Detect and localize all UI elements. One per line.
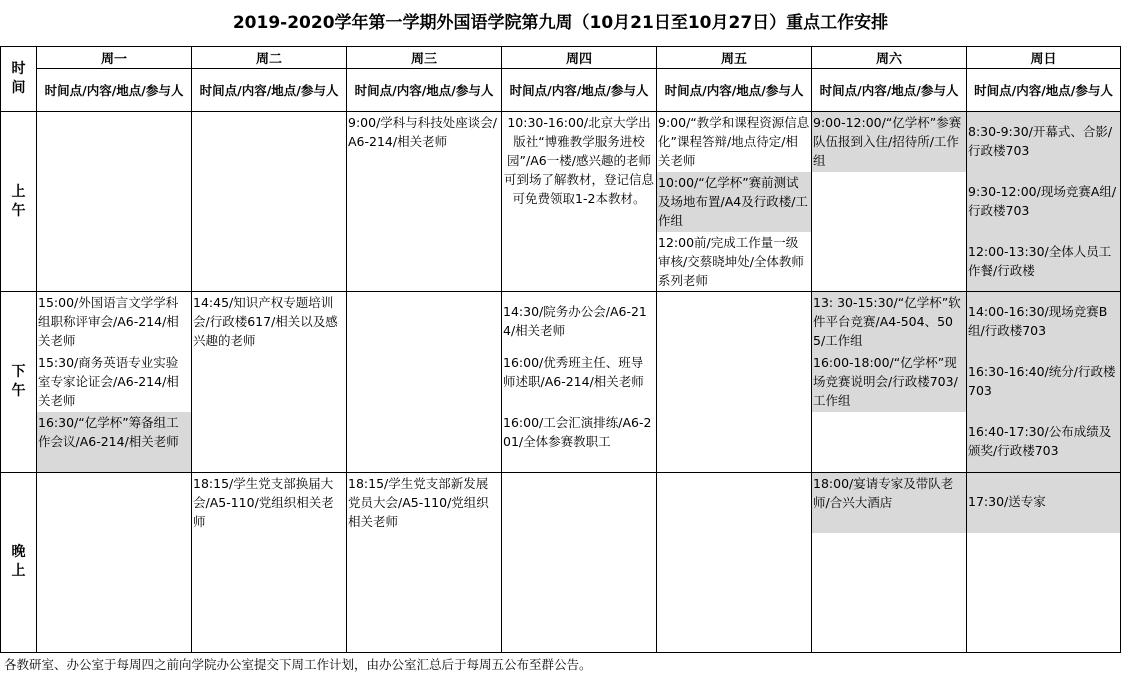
slot-wed-pm — [347, 292, 502, 472]
period-label: 下午 — [11, 364, 26, 400]
slot-mon-pm — [37, 292, 192, 472]
period-evening — [1, 472, 37, 652]
slot-sat-ev — [812, 472, 967, 652]
sub-header-mon: 时间点/内容/地点/参与人 — [37, 69, 192, 112]
slot-sun-ev — [967, 472, 1121, 652]
event-item: 10:00/“亿学杯”赛前测试及场地布置/A4及行政楼/工作组 — [657, 172, 811, 232]
day-header-sat: 周六 — [812, 47, 967, 69]
event-item: 15:00/外国语言文学学科组职称评审会/A6-214/相关老师 — [38, 295, 179, 349]
day-header-sun: 周日 — [967, 47, 1121, 69]
event-item: 16:00/工会汇演排练/A6-201/全体参赛教职工 — [503, 415, 652, 450]
event-item: 17:30/送专家 — [967, 473, 1120, 533]
sub-header-thu: 时间点/内容/地点/参与人 — [502, 69, 657, 112]
event-item: 12:00-13:30/全体人员工作餐/行政楼 — [968, 244, 1112, 279]
time-header — [1, 47, 37, 112]
slot-sat-pm — [812, 292, 967, 472]
event-item: 15:30/商务英语专业实验室专家论证会/A6-214/相关老师 — [38, 355, 179, 409]
sub-header-fri: 时间点/内容/地点/参与人 — [657, 69, 812, 112]
slot-thu-am — [502, 112, 657, 292]
slot-sat-am — [812, 112, 967, 292]
slot-tue-ev — [192, 472, 347, 652]
sub-header-tue: 时间点/内容/地点/参与人 — [192, 69, 347, 112]
slot-tue-am — [192, 112, 347, 292]
slot-thu-ev — [502, 472, 657, 652]
slot-thu-pm — [502, 292, 657, 472]
event-item: 14:00-16:30/现场竞赛B组/行政楼703 — [968, 304, 1108, 339]
day-header-wed: 周三 — [347, 47, 502, 69]
slot-sun-am — [967, 112, 1121, 292]
event-item: 9:00-12:00/“亿学杯”参赛队伍报到入住/招待所/工作组 — [812, 112, 966, 172]
period-morning — [1, 112, 37, 292]
slot-sun-pm — [967, 292, 1121, 472]
slot-mon-ev — [37, 472, 192, 652]
slot-fri-ev — [657, 472, 812, 652]
sub-header-sun: 时间点/内容/地点/参与人 — [967, 69, 1121, 112]
event-item: 16:30-16:40/统分/行政楼703 — [968, 364, 1116, 399]
event-item: 9:30-12:00/现场竞赛A组/行政楼703 — [968, 184, 1117, 219]
day-header-tue: 周二 — [192, 47, 347, 69]
event-item: 14:30/院务办公会/A6-214/相关老师 — [503, 304, 647, 339]
event-item: 10:30-16:00/北京大学出版社“博雅教学服务进校园”/A6一楼/感兴趣的老师可到场了解教材，登记信息可免费领取1-2本教材。 — [503, 115, 654, 207]
page-title: 2019-2020学年第一学期外国语学院第九周（10月21日至10月27日）重点工作安排 — [232, 13, 889, 33]
event-item: 18:15/学生党支部新发展党员大会/A5-110/党组织相关老师 — [348, 475, 489, 529]
event-item: 8:30-9:30/开幕式、合影/行政楼703 — [968, 124, 1113, 159]
sub-header-sat: 时间点/内容/地点/参与人 — [812, 69, 967, 112]
schedule-table — [0, 46, 1121, 653]
day-header-fri: 周五 — [657, 47, 812, 69]
event-item: 12:00前/完成工作量一级审核/交蔡晓坤处/全体教师系列老师 — [658, 235, 804, 289]
time-header-label: 时间 — [11, 61, 26, 97]
day-header-thu: 周四 — [502, 47, 657, 69]
slot-fri-pm — [657, 292, 812, 472]
event-item: 9:00/学科与科技处座谈会/A6-214/相关老师 — [348, 115, 497, 150]
event-item: 16:30/“亿学杯”筹备组工作会议/A6-214/相关老师 — [37, 412, 191, 472]
event-item: 14:45/知识产权专题培训会/行政楼617/相关以及感兴趣的老师 — [193, 295, 338, 349]
event-item: 9:00/“教学和课程资源信息化”课程答辩/地点待定/相关老师 — [658, 115, 810, 169]
slot-fri-am — [657, 112, 812, 292]
period-afternoon — [1, 292, 37, 472]
slot-wed-am — [347, 112, 502, 292]
slot-tue-pm — [192, 292, 347, 472]
event-item: 16:00/优秀班主任、班导师述职/A6-214/相关老师 — [503, 355, 644, 390]
event-item: 16:40-17:30/公布成绩及颁奖/行政楼703 — [968, 424, 1112, 459]
period-label: 上午 — [11, 183, 26, 219]
event-item: 18:15/学生党支部换届大会/A5-110/党组织相关老师 — [193, 475, 334, 529]
footer-note: 各教研室、办公室于每周四之前向学院办公室提交下周工作计划，由办公室汇总后于每周五公布至群公告。 — [4, 657, 592, 672]
day-header-mon: 周一 — [37, 47, 192, 69]
event-item: 18:00/宴请专家及带队老师/合兴大酒店 — [812, 473, 966, 533]
slot-mon-am — [37, 112, 192, 292]
slot-wed-ev — [347, 472, 502, 652]
period-label: 晚上 — [11, 544, 26, 580]
sub-header-wed: 时间点/内容/地点/参与人 — [347, 69, 502, 112]
event-item: 13: 30-15:30/“亿学杯”软件平台竞赛/A4-504、505/工作组 — [813, 295, 961, 349]
event-item: 16:00-18:00/“亿学杯”现场竞赛说明会/行政楼703/工作组 — [813, 355, 958, 409]
